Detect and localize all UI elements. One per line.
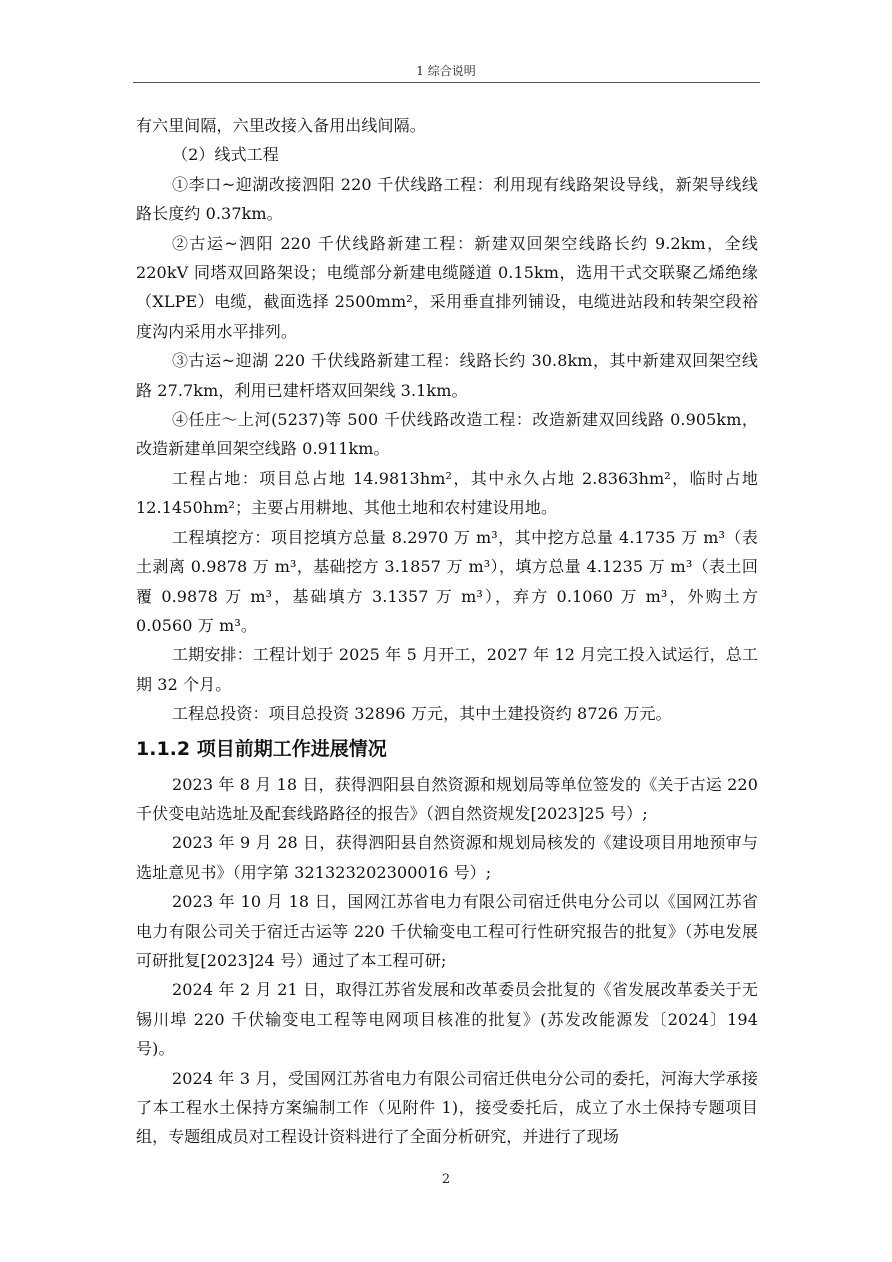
paragraph-progress-5: 2024 年 3 月，受国网江苏省电力有限公司宿迁供电分公司的委托，河海大学承接了本工程水土保持方案编制工作（见附件 1)，接受委托后，成立了水土保持专题项目组，专题组成员对工程设计资料进行了全面分析研究，并进行了现场 xyxy=(136,1068,758,1147)
paragraph-subheading-line-works: （2）线式工程 xyxy=(172,145,279,165)
page-number: 2 xyxy=(441,1172,451,1187)
running-header: 1 综合说明 xyxy=(416,64,476,78)
paragraph-schedule: 工期安排：工程计划于 2025 年 5 月开工，2027 年 12 月完工投入试运行，总工期 32 个月。 xyxy=(136,645,758,694)
paragraph-progress-4: 2024 年 2 月 21 日，取得江苏省发展和改革委员会批复的《省发展改革委关于无锡川埠 220 千伏输变电工程等电网项目核准的批复》(苏发改能源发〔2024〕194 号)。 xyxy=(136,980,758,1059)
paragraph-continuation: 有六里间隔，六里改接入备用出线间隔。 xyxy=(136,116,426,135)
paragraph-earthwork: 工程填挖方：项目挖填方总量 8.2970 万 m³，其中挖方总量 4.1735 万 m³（表土剥离 0.9878 万 m³，基础挖方 3.1857 万 m³），填方总量 4.1235 万 m³（表土回覆 0.9878 万 m³，基础填方 3.1357 万 m³），弃方 0.1060 万 m³，外购土方 0.0560 万 m³。 xyxy=(136,527,758,635)
paragraph-progress-2: 2023 年 9 月 28 日，获得泗阳县自然资源和规划局核发的《建设项目用地预审与选址意见书》（用字第 321323202300016 号）; xyxy=(136,833,758,882)
paragraph-progress-1: 2023 年 8 月 18 日，获得泗阳县自然资源和规划局等单位签发的《关于古运 220 千伏变电站选址及配套线路路径的报告》（泗自然资规发[2023]25 号）; xyxy=(136,774,758,823)
document-body xyxy=(136,111,758,1152)
paragraph-item-2: ②古运~泗阳 220 千伏线路新建工程：新建双回架空线路长约 9.2km，全线 220kV 同塔双回路架设；电缆部分新建电缆隧道 0.15km，选用干式交联聚乙烯绝缘（XLPE）电缆，截面选择 2500mm²，采用垂直排列铺设，电缆进站段和转架空段裕度沟内采用水平排列。 xyxy=(136,233,758,341)
paragraph-item-3: ③古运~迎湖 220 千伏线路新建工程：线路长约 30.8km，其中新建双回架空线路 27.7km，利用已建杆塔双回架线 3.1km。 xyxy=(136,351,758,400)
header-divider xyxy=(133,82,760,83)
paragraph-investment: 工程总投资：项目总投资 32896 万元，其中土建投资约 8726 万元。 xyxy=(172,704,672,724)
paragraph-progress-3: 2023 年 10 月 18 日，国网江苏省电力有限公司宿迁供电分公司以《国网江苏省电力有限公司关于宿迁古运等 220 千伏输变电工程可行性研究报告的批复》（苏电发展可研批复[2023]24 号）通过了本工程可研; xyxy=(136,892,758,970)
paragraph-item-4: ④任庄～上河(5237)等 500 千伏线路改造工程：改造新建双回线路 0.905km，改造新建单回架空线路 0.911km。 xyxy=(136,410,758,459)
section-heading: 1.1.2 项目前期工作进展情况 xyxy=(136,737,387,760)
paragraph-land-use: 工程占地：项目总占地 14.9813hm²，其中永久占地 2.8363hm²，临时占地 12.1450hm²；主要占用耕地、其他土地和农村建设用地。 xyxy=(136,468,758,518)
paragraph-item-1: ①李口~迎湖改接泗阳 220 千伏线路工程：利用现有线路架设导线，新架导线线路长度约 0.37km。 xyxy=(136,174,758,224)
